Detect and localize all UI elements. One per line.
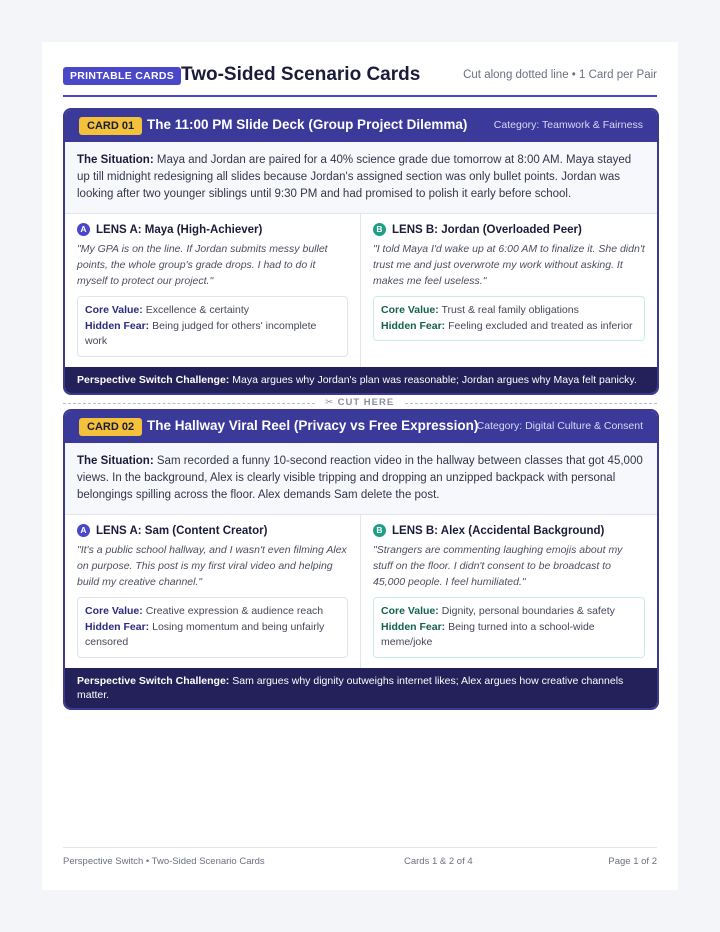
dashed-line-left	[63, 403, 315, 404]
card-number-badge: CARD 01	[79, 117, 142, 135]
printable-cards-badge: PRINTABLE CARDS	[63, 67, 181, 85]
scissors-icon: ✂	[325, 397, 334, 408]
printable-page	[42, 42, 678, 890]
core-value: Dignity, personal boundaries & safety	[441, 605, 615, 617]
lens-a-icon: A	[77, 524, 90, 537]
hidden-fear-row	[85, 319, 340, 350]
lens-a-values	[77, 296, 348, 357]
lens-a-title: LENS A: Sam (Content Creator)	[96, 524, 268, 537]
lens-a-heading	[77, 223, 348, 236]
core-value-row	[381, 303, 637, 319]
hidden-fear: Feeling excluded and treated as inferior	[448, 319, 633, 332]
footer-card-count: Cards 1 & 2 of 4	[404, 856, 473, 867]
perspective-challenge	[65, 668, 657, 708]
lens-b-heading	[373, 524, 645, 537]
footer-divider	[63, 847, 657, 848]
situation-text	[65, 443, 657, 515]
hidden-fear-label: Hidden Fear:	[381, 620, 446, 633]
lens-a-heading	[77, 524, 348, 537]
lens-b-title: LENS B: Alex (Accidental Background)	[392, 524, 605, 537]
core-value-row	[85, 604, 340, 620]
core-value: Excellence & certainty	[145, 304, 250, 316]
core-value-label: Core Value:	[85, 605, 143, 617]
situation-text	[65, 142, 657, 214]
lens-a-quote: "My GPA is on the line. If Jordan submits messy bullet points, the whole group's grade drops. I had to do it myself to protect our project."	[77, 243, 328, 287]
core-value-row	[381, 604, 637, 620]
header-divider	[63, 95, 657, 97]
lens-b-panel	[361, 214, 657, 367]
lens-b-title: LENS B: Jordan (Overloaded Peer)	[392, 223, 582, 236]
challenge-label: Perspective Switch Challenge:	[77, 674, 230, 687]
hidden-fear-row	[381, 620, 637, 651]
hidden-fear: Being judged for others' incomplete work	[85, 319, 317, 347]
lens-a-panel	[65, 515, 361, 668]
core-value-label: Core Value:	[381, 304, 439, 316]
hidden-fear-row	[381, 319, 637, 335]
hidden-fear: Losing momentum and being unfairly censored	[85, 620, 325, 648]
situation-body: Maya and Jordan are paired for a 40% science grade due tomorrow at 8:00 AM. Maya stayed up till midnight redesigning all slides because Jordan's assigned section was only bullet points. Jordan was looking after two younger siblings until 9:30 PM and had promised to polish it early before school.	[77, 154, 632, 200]
footer-left: Perspective Switch • Two-Sided Scenario Cards	[63, 856, 265, 867]
lens-a-quote: "It's a public school hallway, and I wasn't even filming Alex on purpose. This post is my first viral video and helping build my creative channel."	[77, 544, 347, 588]
perspective-challenge	[65, 367, 657, 393]
lens-a-panel	[65, 214, 361, 367]
lens-a-values	[77, 597, 348, 658]
lens-b-panel	[361, 515, 657, 668]
hidden-fear-label: Hidden Fear:	[85, 620, 150, 633]
scenario-card-2	[63, 409, 659, 710]
card-header	[65, 411, 657, 443]
lens-a-title: LENS A: Maya (High-Achiever)	[96, 223, 263, 236]
footer-page-number: Page 1 of 2	[608, 856, 657, 867]
hidden-fear-row	[85, 620, 340, 651]
card-header	[65, 110, 657, 142]
core-value: Creative expression & audience reach	[145, 605, 324, 617]
situation-label: The Situation:	[77, 455, 154, 467]
lens-b-heading	[373, 223, 645, 236]
challenge-text: Sam argues why dignity outweighs internet likes; Alex argues how creative channels matter.	[77, 674, 624, 701]
cut-here-label	[325, 397, 394, 408]
lens-b-values	[373, 597, 645, 658]
lens-b-icon: B	[373, 223, 386, 236]
scenario-card-1	[63, 108, 659, 395]
lens-panels	[65, 214, 657, 367]
card-title: The 11:00 PM Slide Deck (Group Project Dilemma)	[147, 117, 468, 132]
card-number-badge: CARD 02	[79, 418, 142, 436]
core-value-row	[85, 303, 340, 319]
lens-panels	[65, 515, 657, 668]
lens-b-values	[373, 296, 645, 341]
cut-here-text: CUT HERE	[337, 397, 395, 408]
challenge-label: Perspective Switch Challenge:	[77, 373, 230, 386]
challenge-text: Maya argues why Jordan's plan was reasonable; Jordan argues why Maya felt panicky.	[232, 373, 637, 386]
card-title: The Hallway Viral Reel (Privacy vs Free Expression)	[147, 418, 479, 433]
page-title: Two-Sided Scenario Cards	[181, 64, 421, 85]
situation-body: Sam recorded a funny 10-second reaction video in the hallway between classes that got 45,000 views. In the background, Alex is clearly visible tripping and dropping an unzipped backpack with personal belongings spilling across the floor. Alex demands Sam delete the post.	[77, 455, 643, 501]
core-value-label: Core Value:	[381, 605, 439, 617]
lens-b-icon: B	[373, 524, 386, 537]
dashed-line-right	[405, 403, 657, 404]
page-header	[63, 64, 657, 97]
hidden-fear: Being turned into a school-wide meme/joke	[381, 620, 595, 648]
lens-b-quote: "Strangers are commenting laughing emojis about my stuff on the floor. I didn't consent to be broadcast to 45,000 people. I feel humiliated."	[373, 544, 623, 588]
cut-instructions: Cut along dotted line • 1 Card per Pair	[463, 69, 657, 81]
hidden-fear-label: Hidden Fear:	[381, 319, 446, 332]
hidden-fear-label: Hidden Fear:	[85, 319, 150, 332]
card-category: Category: Teamwork & Fairness	[493, 119, 643, 131]
card-category: Category: Digital Culture & Consent	[476, 420, 643, 432]
core-value: Trust & real family obligations	[441, 304, 579, 316]
core-value-label: Core Value:	[85, 304, 143, 316]
situation-label: The Situation:	[77, 154, 154, 166]
lens-b-quote: "I told Maya I'd wake up at 6:00 AM to finalize it. She didn't trust me and just overwrote my work without asking. It makes me feel useless."	[373, 243, 645, 287]
lens-a-icon: A	[77, 223, 90, 236]
